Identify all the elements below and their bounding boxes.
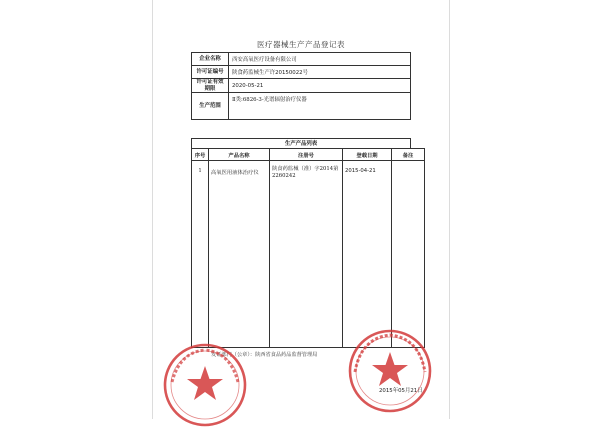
enterprise-row: [192, 53, 411, 66]
product-list-title: 生产产品列表: [191, 138, 411, 148]
validity-row: [192, 79, 411, 93]
product-list-table: [191, 148, 425, 348]
column-header-index: 序号: [192, 149, 209, 161]
right-seal-stamp: [347, 328, 433, 414]
enterprise-label: 企业名称: [192, 53, 229, 66]
license-row: [192, 66, 411, 79]
enterprise-info-table: [191, 52, 411, 120]
issue-date: 2015年05月21日: [379, 388, 423, 394]
column-header-date: 登载日期: [343, 149, 392, 161]
column-header-registration: 注册号: [270, 149, 343, 161]
column-header-name: 产品名称: [209, 149, 270, 161]
scope-label: 生产范围: [192, 93, 229, 120]
issuer-text: 发证部门（公章）：陕西省食品药品监督管理局: [211, 352, 318, 358]
left-seal-stamp: [162, 342, 248, 428]
scope-row: [192, 93, 411, 120]
row-note: [392, 161, 425, 348]
product-list-header-row: [192, 149, 425, 161]
scope-value: Ⅱ类:6826-3-光谱辐射治疗仪器: [229, 93, 411, 120]
license-value: 陕食药监械生产许20150022号: [229, 66, 411, 79]
enterprise-value: 西安高氧医疗设备有限公司: [229, 53, 411, 66]
license-label: 许可证编号: [192, 66, 229, 79]
column-header-note: 备注: [392, 149, 425, 161]
table-row: [192, 161, 425, 348]
row-product-name: 高氧医用液体治疗仪: [209, 161, 270, 348]
validity-label: 许可证有效期限: [192, 79, 229, 93]
document-title: 医疗器械生产产品登记表: [257, 40, 345, 49]
row-index: 1: [192, 161, 209, 348]
validity-value: 2020-05-21: [229, 79, 411, 93]
row-registration: 陕食药监械（准）字2014第2260242: [270, 161, 343, 348]
row-date: 2015-04-21: [343, 161, 392, 348]
